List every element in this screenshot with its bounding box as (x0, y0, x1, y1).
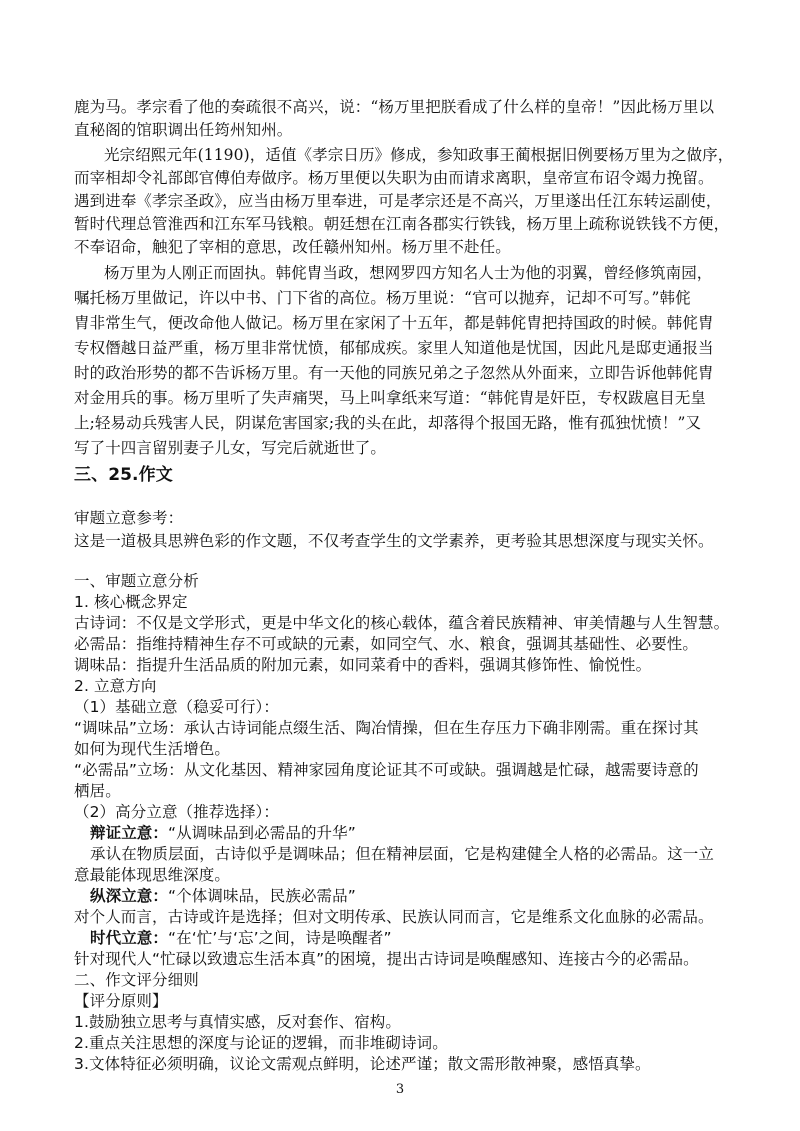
body-text-line: 嘱托杨万里做记，许以中书、门下省的高位。杨万里说：“官可以抛弃，记却不可写。”韩侂 (74, 289, 691, 307)
grading-item: 2.重点关注思想的深度与论证的逻辑，而非堆砌诗词。 (74, 1034, 448, 1052)
basic-direction-title: （1）基础立意（稳妥可行）： (74, 698, 280, 716)
direction-line: “必需品”立场：从文化基因、精神家园角度论证其不可或缺。强调越是忙碌，越需要诗意的 (74, 761, 699, 779)
body-text-line: 胄非常生气，便改命他人做记。杨万里在家闲了十五年，都是韩侂胄把持国政的时候。韩侂胄 (74, 314, 714, 332)
page-number: 3 (395, 1082, 405, 1097)
body-text-line: 上;轻易动兵残害人民，阴谋危害国家;我的头在此，却落得个报国无路，惟有孤独忧愤！”又 (74, 414, 702, 432)
analysis-title: 一、审题立意分析 (74, 572, 199, 590)
definition-line: 古诗词：不仅是文学形式，更是中华文化的核心载体，蕴含着民族精神、审美情趣与人生智慧。 (74, 614, 730, 632)
body-text-line: 而宰相却令礼部郎官傅伯寿做序。杨万里便以失职为由而请求离职，皇帝宣布诏令竭力挽留。 (74, 169, 714, 187)
body-text-line: 遇到进奉《孝宗圣政》，应当由杨万里奉进，可是孝宗还是不高兴，万里遂出任江东转运副使， (74, 192, 722, 210)
dialectic-label: 辩证立意： (90, 824, 169, 842)
body-text-line: 鹿为马。孝宗看了他的奏疏很不高兴，说：“杨万里把朕看成了什么样的皇帝！”因此杨万里以 (74, 98, 715, 116)
direction-line: 如何为现代生活增色。 (74, 740, 231, 758)
definition-line: 必需品：指维持精神生存不可或缺的元素，如同空气、水、粮食，强调其基础性、必要性。 (74, 635, 699, 653)
grading-item: 1.鼓励独立思考与真情实感，反对套作、宿构。 (74, 1013, 401, 1031)
direction-line: 承认在物质层面，古诗似乎是调味品；但在精神层面，它是构建健全人格的必需品。这一立 (90, 845, 715, 863)
dialectic-heading (90, 822, 742, 844)
high-direction-title: （2）高分立意（推荐选择）： (74, 803, 280, 821)
body-text-line: 直秘阁的馆职调出任筠州知州。 (74, 121, 293, 139)
body-text-line: 时的政治形势的都不告诉杨万里。有一天他的同族兄弟之子忽然从外面来，立即告诉他韩侂胄 (74, 364, 714, 382)
deep-label: 纵深立意： (90, 887, 169, 905)
deep-heading (90, 885, 742, 907)
direction-line: 栖居。 (74, 782, 121, 800)
body-text-line: 专权僭越日益严重，杨万里非常忧愤，郁郁成疾。家里人知道他是忧国，因此凡是邸吏通报当 (74, 339, 714, 357)
section-heading: 三、25.作文 (74, 465, 173, 485)
direction-line: 意最能体现思维深度。 (74, 866, 231, 884)
definition-line: 调味品：指提升生活品质的附加元素，如同菜肴中的香料，强调其修饰性、愉悦性。 (74, 656, 652, 674)
era-title: “在‘忙’与‘忘’之间，诗是唤醒者” (168, 929, 392, 947)
body-text-line: 对金用兵的事。杨万里听了失声痛哭，马上叫拿纸来写道：“韩侂胄是奸臣，专权跋扈目无皇 (74, 389, 707, 407)
intro-text: 这是一道极具思辨色彩的作文题，不仅考查学生的文学素养，更考验其思想深度与现实关怀。 (74, 532, 714, 550)
body-text-line: 光宗绍熙元年(1190)，适值《孝宗日历》修成，参知政事王蔺根据旧例要杨万里为之做序， (104, 146, 734, 164)
analysis-subheading: 2. 立意方向 (74, 677, 157, 695)
body-text-line: 写了十四言留别妻子儿女，写完后就逝世了。 (74, 439, 387, 457)
era-label: 时代立意： (90, 929, 169, 947)
grading-principle: 【评分原则】 (74, 992, 168, 1010)
intro-label: 审题立意参考： (74, 509, 184, 527)
analysis-subheading: 1. 核心概念界定 (74, 593, 188, 611)
deep-title: “个体调味品，民族必需品” (168, 887, 356, 905)
body-text-line: 杨万里为人刚正而固执。韩侂胄当政，想网罗四方知名人士为他的羽翼，曾经修筑南园， (104, 264, 713, 282)
direction-line: 对个人而言，古诗或许是选择；但对文明传承、民族认同而言，它是维系文化血脉的必需品。 (74, 908, 714, 926)
direction-line: 针对现代人“忙碌以致遗忘生活本真”的困境，提出古诗词是唤醒感知、连接古今的必需品。 (74, 950, 699, 968)
era-heading (90, 927, 742, 949)
dialectic-title: “从调味品到必需品的升华” (168, 824, 356, 842)
body-text-line: 不奉诏命，触犯了宰相的意思，改任赣州知州。杨万里不赴任。 (74, 238, 511, 256)
grading-item: 3.文体特征必须明确，议论文需观点鲜明，论述严谨；散文需形散神聚，感悟真挚。 (74, 1055, 651, 1073)
body-text-line: 暂时代理总管淮西和江东军马钱粮。朝廷想在江南各郡实行铁钱，杨万里上疏称说铁钱不方便， (74, 215, 730, 233)
direction-line: “调味品”立场：承认古诗词能点缀生活、陶冶情操，但在生存压力下确非刚需。重在探讨其 (74, 719, 699, 737)
grading-title: 二、作文评分细则 (74, 971, 199, 989)
